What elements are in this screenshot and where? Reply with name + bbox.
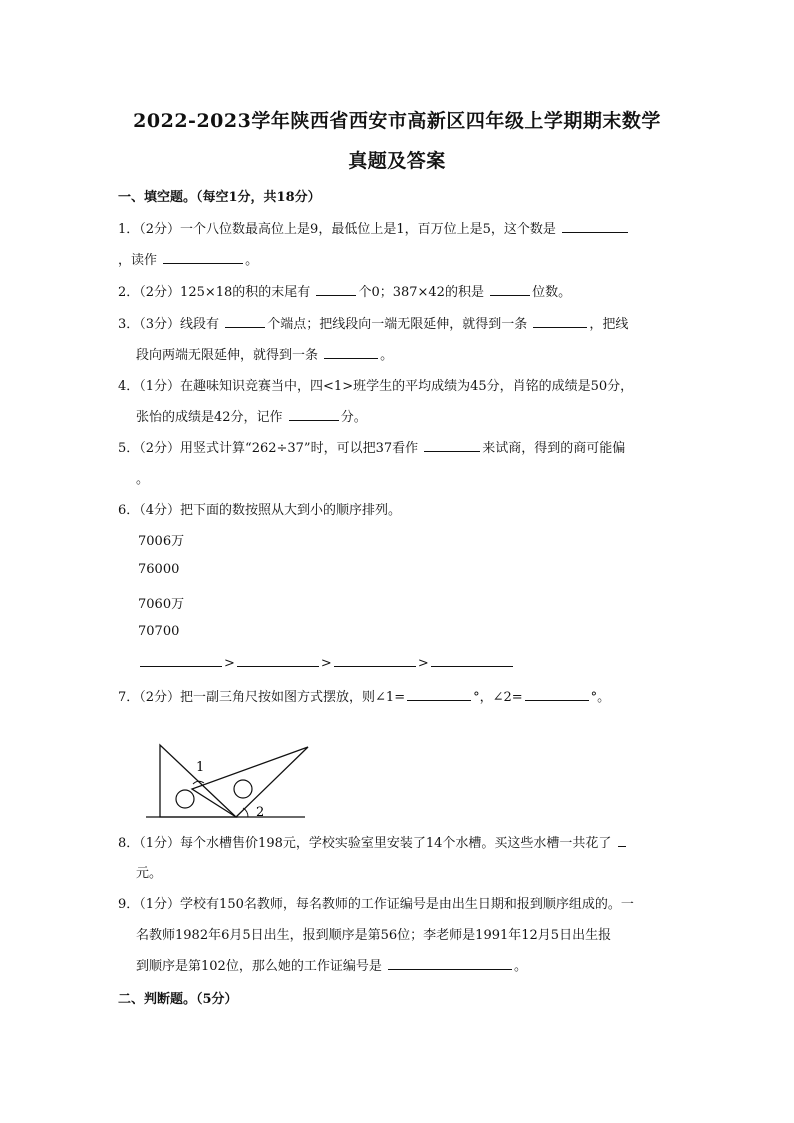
section1-heading: 一、填空题。（每空1分，共18分） — [118, 190, 321, 205]
q2-answer-blank-1[interactable] — [316, 281, 356, 296]
document-title-line2: 真题及答案 — [348, 150, 446, 172]
q6-number-1: 7006万 — [138, 534, 185, 549]
q6-gt-3: > — [417, 656, 429, 671]
q6-gt-1: > — [224, 656, 235, 671]
q1-answer-blank-1[interactable] — [562, 218, 628, 233]
q3-answer-blank-2[interactable] — [533, 313, 587, 328]
q2-text-b: 个0；387×42的积是 — [358, 285, 484, 300]
q9-end: 。 — [513, 959, 527, 974]
q3-text-d: 段向两端无限延伸，就得到一条 — [136, 348, 319, 363]
q6-order-blank-1[interactable] — [140, 652, 222, 667]
q3-line1 — [118, 313, 628, 332]
q1-end: 。 — [245, 253, 259, 268]
q1-text-a: 1．（2分）一个八位数最高位上是9，最低位上是1，百万位上是5，这个数是 — [118, 222, 556, 237]
q1-line1 — [118, 218, 630, 237]
q6-number-2: 76000 — [138, 562, 180, 577]
q9-text-a: 9．（1分）学校有150名教师，每名教师的工作证编号是由出生日期和报到顺序组成的。一 — [118, 897, 634, 912]
q2-line1 — [118, 281, 571, 300]
q6-line1 — [118, 499, 401, 518]
q9-line2 — [118, 924, 611, 943]
q6-number-3: 7060万 — [138, 597, 185, 612]
q6-order-blank-3[interactable] — [334, 652, 416, 667]
q6-order-blank-2[interactable] — [237, 652, 319, 667]
q3-answer-blank-3[interactable] — [324, 344, 378, 359]
q4-line2 — [118, 406, 367, 425]
q7-text-b: °，∠2= — [473, 690, 523, 705]
q5-text-b: 来试商，得到的商可能偏 — [482, 441, 626, 456]
q6-order-blank-4[interactable] — [431, 652, 513, 667]
q7-text-c: °。 — [590, 690, 611, 705]
q1-line2 — [118, 249, 258, 268]
right-ruler-hole — [234, 780, 252, 798]
q3-line2 — [118, 344, 393, 363]
q6-number-4: 70700 — [138, 624, 180, 639]
angle-2-label: 2 — [256, 805, 265, 820]
q9-text-b: 名教师1982年6月5日出生，报到顺序是第56位；李老师是1991年12月5日出生报 — [136, 928, 612, 943]
q6-text-a: 6．（4分）把下面的数按照从大到小的顺序排列。 — [118, 503, 402, 518]
q5-line1 — [118, 437, 625, 456]
q1-text-b: ，读作 — [118, 253, 158, 268]
q1-answer-blank-2[interactable] — [163, 249, 243, 264]
document-title-line1: 2022-2023学年陕西省西安市高新区四年级上学期期末数学 — [133, 110, 661, 132]
q5-text-a: 5．（2分）用竖式计算“262÷37”时，可以把37看作 — [118, 441, 419, 456]
q2-answer-blank-2[interactable] — [490, 281, 530, 296]
q4-text-a: 4．（1分）在趣味知识竞赛当中，四<1>班学生的平均成绩为45分，肖铭的成绩是50分， — [118, 379, 634, 394]
q9-text-c: 到顺序是第102位，那么她的工作证编号是 — [136, 959, 382, 974]
q9-line3 — [118, 955, 527, 974]
q6-gt-2: > — [320, 656, 332, 671]
section2-heading: 二、判断题。（5分） — [118, 992, 238, 1007]
q3-text-a: 3．（3分）线段有 — [118, 317, 220, 332]
q7-answer-blank-1[interactable] — [407, 686, 471, 701]
q5-line2 — [118, 468, 149, 487]
q4-text-c: 分。 — [340, 410, 367, 425]
q7-text-a: 7．（2分）把一副三角尺按如图方式摆放，则∠1= — [118, 690, 406, 705]
q3-end: 。 — [380, 348, 394, 363]
q9-answer-blank[interactable] — [388, 955, 512, 970]
q7-line1 — [118, 686, 610, 705]
q5-end: 。 — [136, 472, 150, 487]
q5-answer-blank[interactable] — [424, 437, 480, 452]
q8-text-a: 8．（1分）每个水槽售价198元，学校实验室里安装了14个水槽。买这些水槽一共花了 — [118, 836, 612, 851]
q2-text-a: 2．（2分）125×18的积的末尾有 — [118, 285, 311, 300]
q4-line1 — [118, 375, 633, 394]
q4-answer-blank[interactable] — [289, 406, 339, 421]
q8-text-b: 元。 — [136, 866, 163, 881]
q3-text-c: ，把线 — [589, 317, 629, 332]
q7-answer-blank-2[interactable] — [525, 686, 589, 701]
angle-1-arc — [193, 781, 204, 784]
q3-answer-blank-1[interactable] — [225, 313, 265, 328]
left-ruler-hole — [176, 790, 194, 808]
right-triangle-ruler — [192, 747, 308, 817]
q8-line1 — [118, 832, 628, 851]
q9-line1 — [118, 893, 634, 912]
q6-order-row — [138, 652, 515, 671]
q3-text-b: 个端点；把线段向一端无限延伸，就得到一条 — [267, 317, 528, 332]
q8-answer-blank[interactable] — [618, 832, 626, 847]
q8-line2 — [118, 862, 162, 881]
q2-text-c: 位数。 — [532, 285, 572, 300]
triangle-rulers-figure — [140, 735, 320, 825]
q4-text-b: 张怡的成绩是42分，记作 — [136, 410, 283, 425]
angle-1-label: 1 — [196, 760, 205, 775]
